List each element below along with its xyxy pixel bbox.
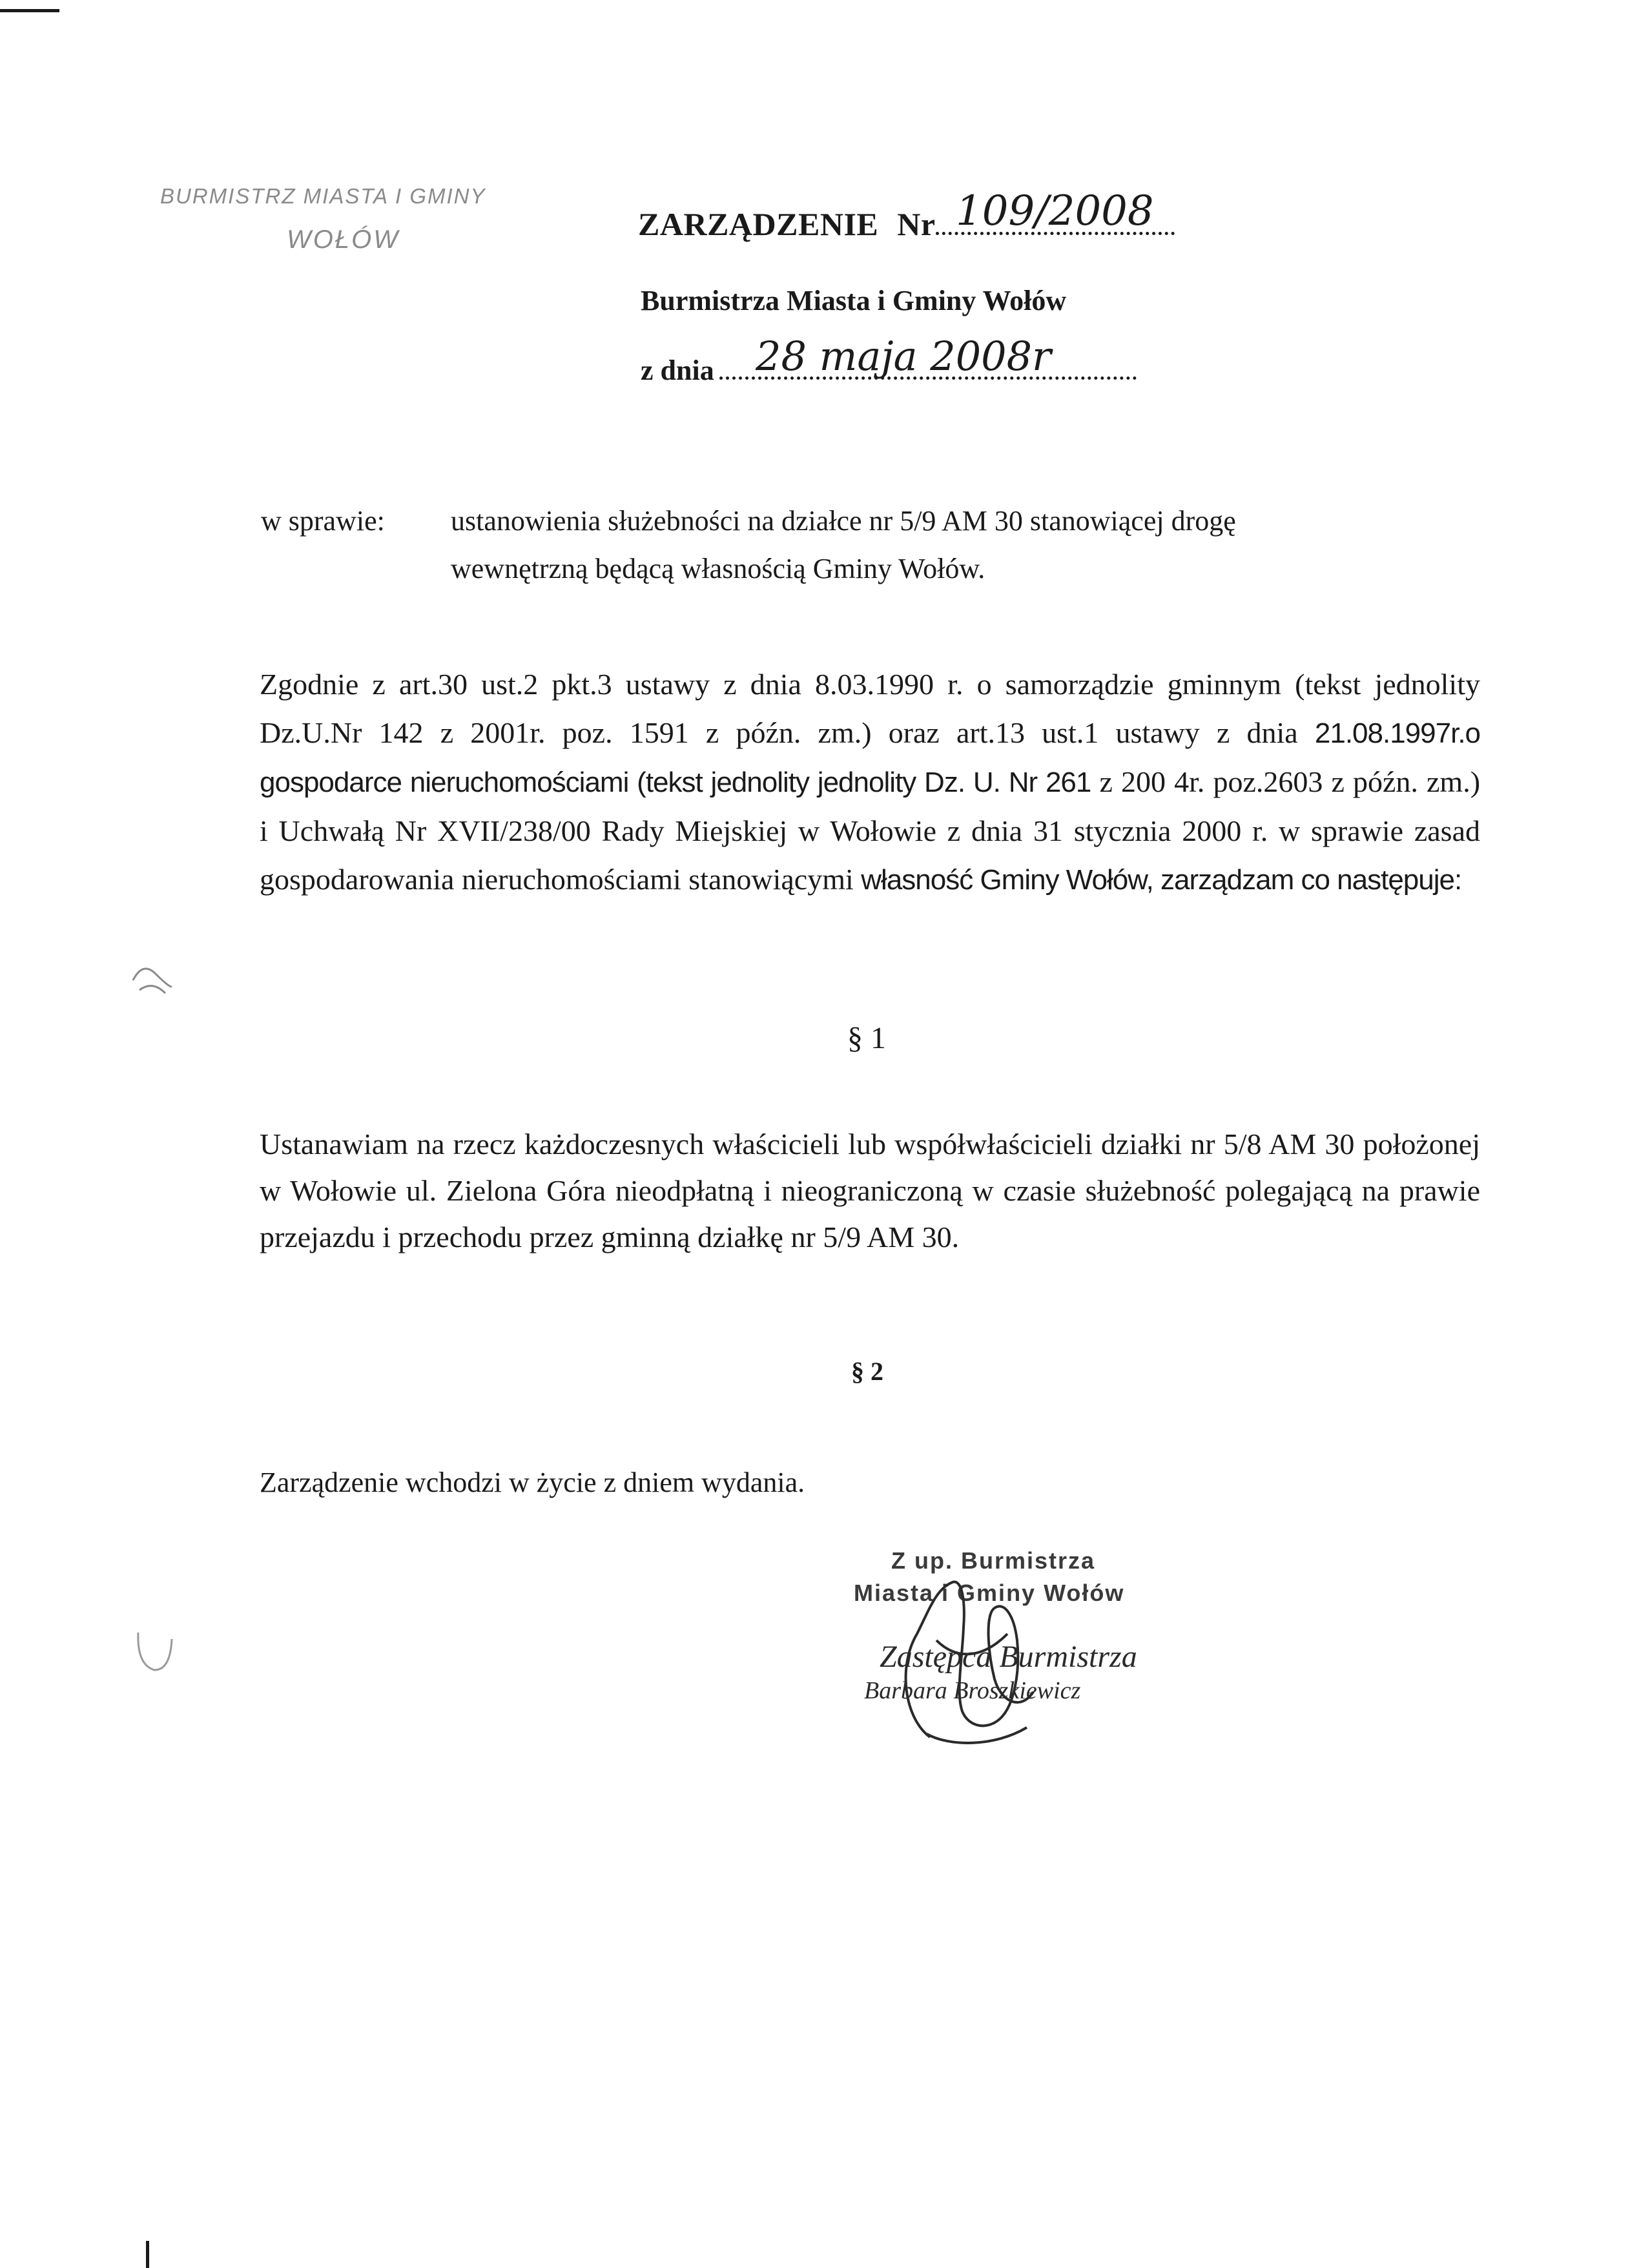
office-stamp (160, 184, 535, 254)
issuer-line: Burmistrza Miasta i Gminy Wołów (641, 285, 1067, 316)
nr-handwritten: 109/2008 (956, 187, 1154, 235)
scan-corner-mark (0, 9, 59, 12)
title-label: ZARZĄDZENIE (638, 206, 879, 242)
stamp-line2: WOŁÓW (287, 225, 400, 254)
preamble-paragraph (260, 660, 1480, 904)
subject-text (451, 497, 1471, 593)
preamble-part3: z 200 4r. poz.2603 z późn. zm.) i Uchwałą Nr XVII/238/00 Rady Miejskiej w Wołowie z dnia 31 stycznia 2000 r. w sprawie zasad gospodarowania nieruchomościami stanowiącymi (260, 765, 1481, 896)
signature-name: Barbara Broszkiewicz (864, 1677, 1081, 1704)
signature-line2: Miasta i Gminy Wołów (854, 1580, 1125, 1606)
signature-line1: Z up. Burmistrza (891, 1547, 1096, 1574)
section2-text: Zarządzenie wchodzi w życie z dniem wydania. (260, 1467, 805, 1498)
stamp-line1: BURMISTRZ MIASTA I GMINY (160, 184, 486, 208)
nr-label: Nr (897, 206, 936, 242)
section1-text: Ustanawiam na rzecz każdoczesnych właścicieli lub współwłaścicieli działki nr 5/8 AM 30 położonej w Wołowie ul. Zielona Góra nieodpłatną i nieograniczoną w czasie służebność polegającą na prawie przejazdu i przechodu przez gminną działkę nr 5/9 AM 30. (260, 1128, 1480, 1253)
date-label: z dnia (641, 355, 714, 386)
preamble-part1: Zgodnie z art.30 ust.2 pkt.3 ustawy z dnia 8.03.1990 r. o samorządzie gminnym (tekst jednolity Dz.U.Nr 142 z 2001r. poz. 1591 z późn. zm.) oraz art.13 ust.1 ustawy z dnia (260, 668, 1480, 749)
subject-line1: ustanowienia służebności na działce nr 5/9 AM 30 stanowiącej drogę (451, 505, 1236, 537)
preamble-part4: własność Gminy Wołów, zarządzam co następuje: (861, 864, 1462, 896)
handwritten-signature (891, 1563, 1059, 1757)
subject-line2: wewnętrzną będącą własnością Gminy Wołów. (451, 553, 985, 584)
subject-label: w sprawie: (261, 505, 385, 537)
scan-edge-mark (146, 2241, 149, 2268)
section1-heading: § 1 (847, 1021, 886, 1055)
preamble-part2: 21.08.1997r.o gospodarce nieruchomościami (tekst jednolity jednolity Dz. U. Nr 261 (260, 717, 1481, 798)
date-handwritten: 28 maja 2008r (756, 333, 1051, 380)
margin-squiggle (127, 954, 178, 1006)
punch-hole-mark (132, 1620, 177, 1678)
signature-role: Zastępca Burmistrza (880, 1640, 1137, 1674)
section2-heading: § 2 (851, 1357, 883, 1386)
